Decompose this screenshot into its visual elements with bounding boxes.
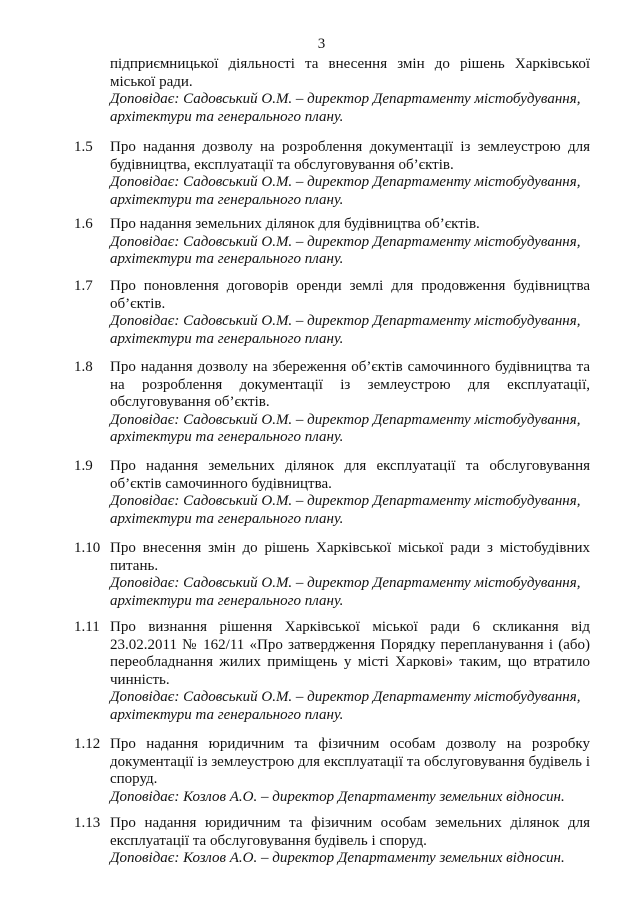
agenda-item-1-8	[74, 359, 590, 447]
item-title: Про поновлення договорів оренди землі для продовження будівництва об’єктів.	[110, 278, 590, 312]
item-number: 1.8	[74, 359, 93, 375]
item-title: Про внесення змін до рішень Харківської міської ради з містобудівних питань.	[110, 540, 590, 574]
item-speaker: Доповідає: Садовський О.М. – директор Департаменту містобудування, архітектури та генерального плану.	[110, 91, 581, 125]
item-body	[110, 815, 590, 868]
item-speaker: Доповідає: Садовський О.М. – директор Департаменту містобудування, архітектури та генерального плану.	[110, 689, 581, 723]
item-speaker: Доповідає: Козлов А.О. – директор Департаменту земельних відносин.	[110, 788, 565, 805]
item-number: 1.13	[74, 815, 101, 831]
item-title: Про надання юридичним та фізичним особам дозволу на розробку документації із землеустрою для експлуатації та обслуговування будівель і споруд.	[110, 736, 590, 787]
item-speaker: Доповідає: Садовський О.М. – директор Департаменту містобудування, архітектури та генерального плану.	[110, 233, 581, 267]
item-number: 1.11	[74, 619, 100, 635]
agenda-item-1-11	[74, 619, 590, 724]
agenda-item-1-5	[74, 139, 590, 209]
item-body	[110, 139, 590, 209]
item-number: 1.10	[74, 540, 101, 556]
agenda-item-1-6	[74, 216, 590, 269]
item-speaker: Доповідає: Садовський О.М. – директор Департаменту містобудування, архітектури та генерального плану.	[110, 174, 581, 208]
item-speaker: Доповідає: Садовський О.М. – директор Департаменту містобудування, архітектури та генерального плану.	[110, 575, 581, 609]
item-body	[110, 736, 590, 806]
item-title: Про визнання рішення Харківської міської ради 6 скликання від 23.02.2011 № 162/11 «Про затвердження Порядку перепланування і (або) переобладнання жилих приміщень у місті Харкові» таким, що втратило чинність.	[110, 619, 590, 688]
agenda-item-1-7	[74, 278, 590, 348]
item-title: підприємницької діяльності та внесення змін до рішень Харківської міської ради.	[110, 56, 590, 90]
agenda-item-1-13	[74, 815, 590, 868]
agenda-item-1-12	[74, 736, 590, 806]
page-number: 3	[317, 36, 326, 52]
item-number: 1.7	[74, 278, 93, 294]
agenda-item-1-10	[74, 540, 590, 610]
item-number: 1.9	[74, 458, 93, 474]
item-body	[110, 216, 590, 269]
item-body	[110, 458, 590, 528]
continued-item	[110, 56, 590, 126]
item-body	[110, 619, 590, 724]
item-speaker: Доповідає: Садовський О.М. – директор Департаменту містобудування, архітектури та генерального плану.	[110, 493, 581, 527]
item-title: Про надання юридичним та фізичним особам земельних ділянок для експлуатації та обслуговування будівель і споруд.	[110, 815, 590, 849]
item-body	[110, 278, 590, 348]
item-title: Про надання земельних ділянок для експлуатації та обслуговування об’єктів самочинного будівництва.	[110, 458, 590, 492]
item-title: Про надання дозволу на збереження об’єктів самочинного будівництва та на розроблення документації із землеустрою для експлуатації, обслуговування об’єктів.	[110, 359, 590, 410]
item-number: 1.5	[74, 139, 93, 155]
item-speaker: Доповідає: Садовський О.М. – директор Департаменту містобудування, архітектури та генерального плану.	[110, 411, 581, 445]
item-speaker: Доповідає: Садовський О.М. – директор Департаменту містобудування, архітектури та генерального плану.	[110, 313, 581, 347]
item-body	[110, 540, 590, 610]
agenda-item-1-9	[74, 458, 590, 528]
item-title: Про надання дозволу на розроблення документації із землеустрою для будівництва, експлуатації та обслуговування об’єктів.	[110, 139, 590, 173]
item-speaker: Доповідає: Козлов А.О. – директор Департаменту земельних відносин.	[110, 850, 565, 866]
item-body	[110, 359, 590, 447]
item-title: Про надання земельних ділянок для будівництва об’єктів.	[110, 216, 480, 232]
item-number: 1.6	[74, 216, 93, 232]
item-number: 1.12	[74, 736, 101, 752]
